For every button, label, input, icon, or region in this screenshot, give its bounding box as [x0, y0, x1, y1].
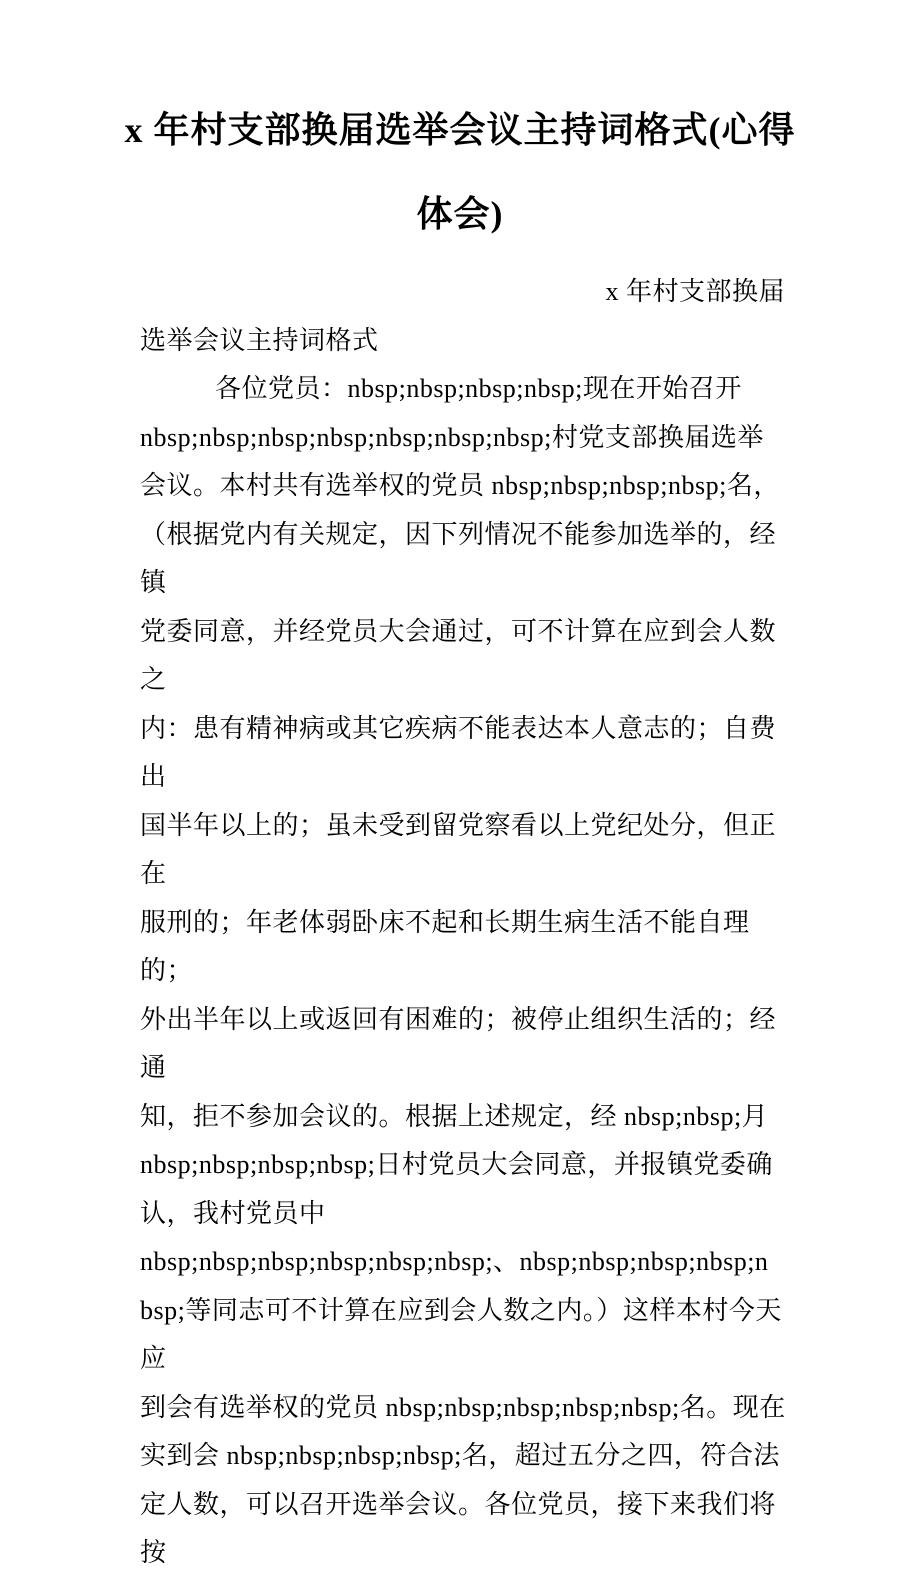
text-line: 认，我村党员中: [140, 1198, 326, 1228]
text-line: 服刑的；年老体弱卧床不起和长期生病生活不能自理的；: [140, 907, 750, 985]
text-line: 选举会议主持词格式: [140, 325, 379, 355]
text-line: 党委同意，并经党员大会通过，可不计算在应到会人数之: [140, 616, 777, 694]
text-line: （根据党内有关规定，因下列情况不能参加选举的，经镇: [140, 519, 777, 597]
text-line: 外出半年以上或返回有困难的；被停止组织生活的；经通: [140, 1004, 777, 1082]
text-line: 知，拒不参加会议的。根据上述规定，经 nbsp;nbsp;月: [140, 1101, 769, 1131]
text-line: 定人数，可以召开选举会议。各位党员，接下来我们将按: [140, 1489, 777, 1567]
text-line: 实到会 nbsp;nbsp;nbsp;nbsp;名，超过五分之四，符合法: [140, 1441, 780, 1470]
text-line: 到会有选举权的党员 nbsp;nbsp;nbsp;nbsp;nbsp;名。现在: [140, 1392, 786, 1422]
text-line: nbsp;nbsp;nbsp;nbsp;日村党员大会同意，并报镇党委确: [140, 1150, 773, 1179]
text-line: nbsp;nbsp;nbsp;nbsp;nbsp;nbsp;、nbsp;nbsp;nbsp;nbsp;n: [140, 1247, 769, 1276]
text-line: 会议。本村共有选举权的党员 nbsp;nbsp;nbsp;nbsp;名，: [140, 471, 780, 500]
text-line: bsp;等同志可不计算在应到会人数之内。）这样本村今天应: [140, 1295, 782, 1373]
document-body: [140, 268, 800, 1578]
text-line: 内：患有精神病或其它疾病不能表达本人意志的；自费出: [140, 713, 777, 791]
document-title: [0, 0, 920, 256]
text-line: 各位党员：nbsp;nbsp;nbsp;nbsp;现在开始召开: [215, 374, 742, 403]
text-line: 国半年以上的；虽未受到留党察看以上党纪处分，但正在: [140, 810, 777, 888]
title-line-2: 体会): [416, 194, 504, 234]
title-line-1: x 年村支部换届选举会议主持词格式(心得: [124, 110, 796, 150]
text-line: nbsp;nbsp;nbsp;nbsp;nbsp;nbsp;nbsp;村党支部换届选举: [140, 422, 764, 452]
byline: x 年村支部换届: [605, 277, 785, 306]
